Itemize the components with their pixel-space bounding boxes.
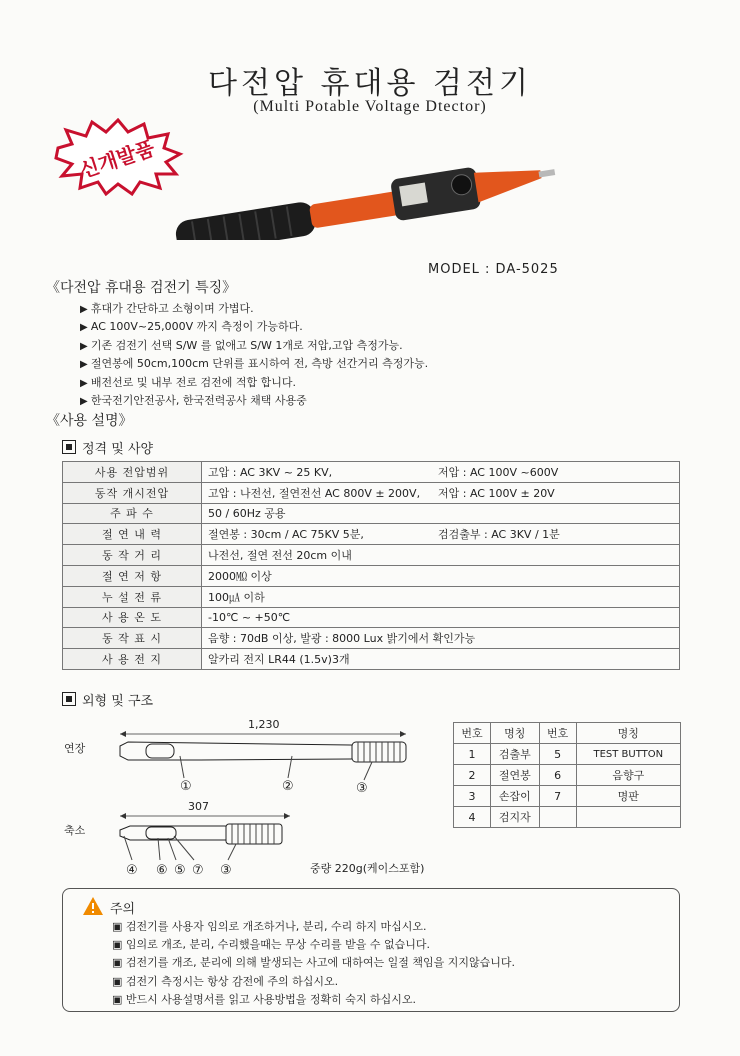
features-heading: 《다전압 휴대용 검전기 특징》 bbox=[46, 280, 237, 296]
usage-heading: 《사용 설명》 bbox=[46, 413, 133, 429]
spec-heading: 정격 및 사양 bbox=[62, 438, 153, 457]
weight-label: 중량 220g(케이스포함) bbox=[310, 862, 425, 875]
model-number: MODEL : DA-5025 bbox=[428, 262, 559, 277]
table-row: 동 작 표 시 음향 : 70dB 이상, 발광 : 8000 Lux 밝기에서 확인가능 bbox=[63, 628, 680, 649]
caution-item: ▣ 반드시 사용설명서를 읽고 사용방법을 정확히 숙지 하십시오. bbox=[112, 991, 515, 1009]
structure-heading: 외형 및 구조 bbox=[62, 690, 153, 709]
label-retracted: 축소 bbox=[64, 824, 86, 837]
marker-4: ④ bbox=[126, 863, 138, 878]
extended-outline bbox=[120, 742, 352, 760]
table-row: 동 작 거 리 나전선, 절연 전선 20cm 이내 bbox=[63, 545, 680, 566]
badge-text: 신개발품 bbox=[76, 135, 158, 183]
table-row: 4 검지자 bbox=[454, 807, 681, 828]
handle-grip bbox=[174, 200, 318, 240]
marker-5: ⑤ bbox=[174, 863, 186, 878]
table-header: 번호 명칭 번호 명칭 bbox=[454, 723, 681, 744]
feature-item: ▶ 휴대가 간단하고 소형이며 가볍다. bbox=[80, 300, 428, 318]
table-row: 동작 개시전압 고압 : 나전선, 절연전선 AC 800V ± 200V, 저압 : AC 100V ± 20V bbox=[63, 482, 680, 503]
warning-icon bbox=[82, 896, 104, 916]
label-extended: 연장 bbox=[64, 742, 86, 755]
marker-3b: ③ bbox=[220, 863, 232, 878]
feature-item: ▶ AC 100V~25,000V 까지 측정이 가능하다. bbox=[80, 318, 428, 336]
marker-2: ② bbox=[282, 779, 294, 794]
page-subtitle: (Multi Potable Voltage Dtector) bbox=[253, 98, 487, 115]
marker-1: ① bbox=[180, 779, 192, 794]
table-row: 1 검출부 5 TEST BUTTON bbox=[454, 744, 681, 765]
marker-3: ③ bbox=[356, 781, 368, 796]
feature-item: ▶ 절연봉에 50cm,100cm 단위를 표시하여 전, 측방 선간거리 측정가능. bbox=[80, 355, 428, 373]
marker-6: ⑥ bbox=[156, 863, 168, 878]
dim-long: 1,230 bbox=[248, 718, 280, 731]
square-bullet-icon bbox=[62, 440, 76, 454]
insulating-rod bbox=[309, 191, 402, 229]
table-row: 사 용 전 지 알카리 전지 LR44 (1.5v)3개 bbox=[63, 649, 680, 670]
feature-item: ▶ 한국전기안전공사, 한국전력공사 채택 사용중 bbox=[80, 392, 428, 410]
new-product-badge bbox=[52, 118, 184, 196]
marker-7: ⑦ bbox=[192, 863, 204, 878]
features-list bbox=[80, 300, 428, 410]
table-row: 사용 전압범위 고압 : AC 3KV ~ 25 KV, 저압 : AC 100V ~600V bbox=[63, 462, 680, 483]
square-bullet-icon bbox=[62, 692, 76, 706]
spec-table bbox=[62, 461, 680, 670]
caution-item: ▣ 검전기를 개조, 분리에 의해 발생되는 사고에 대하여는 일절 책임을 지지않습니다. bbox=[112, 954, 515, 972]
feature-item: ▶ 배전선로 및 내부 전로 검전에 적합 합니다. bbox=[80, 374, 428, 392]
detector-tip bbox=[474, 162, 544, 202]
retracted-outline bbox=[120, 826, 226, 840]
caution-title: 주의 bbox=[110, 902, 136, 917]
caution-item: ▣ 검전기를 사용자 임의로 개조하거나, 분리, 수리 하지 마십시오. bbox=[112, 918, 515, 936]
product-photo bbox=[170, 150, 560, 240]
dim-short: 307 bbox=[188, 800, 209, 813]
structure-diagram bbox=[60, 712, 450, 882]
table-row: 3 손잡이 7 명판 bbox=[454, 786, 681, 807]
nameplate bbox=[399, 182, 428, 206]
table-row: 주 파 수 50 / 60Hz 공용 bbox=[63, 503, 680, 524]
table-row: 2 절연봉 6 음향구 bbox=[454, 765, 681, 786]
table-row: 절 연 내 력 절연봉 : 30cm / AC 75KV 5분, 검검출부 : AC 3KV / 1분 bbox=[63, 524, 680, 545]
caution-item: ▣ 임의로 개조, 분리, 수리했을때는 무상 수리를 받을 수 없습니다. bbox=[112, 936, 515, 954]
table-row: 사 용 온 도 -10℃ ~ +50℃ bbox=[63, 607, 680, 628]
table-row: 절 연 저 항 2000㏁ 이상 bbox=[63, 565, 680, 586]
caution-item: ▣ 검전기 측정시는 항상 감전에 주의 하십시오. bbox=[112, 973, 515, 991]
table-row: 누 설 전 류 100㎂ 이하 bbox=[63, 586, 680, 607]
feature-item: ▶ 기존 검전기 선택 S/W 를 없애고 S/W 1개로 저압,고압 측정가능. bbox=[80, 337, 428, 355]
parts-table bbox=[453, 722, 681, 828]
caution-list bbox=[112, 918, 515, 1009]
page-title: 다전압 휴대용 검전기 bbox=[208, 66, 532, 101]
